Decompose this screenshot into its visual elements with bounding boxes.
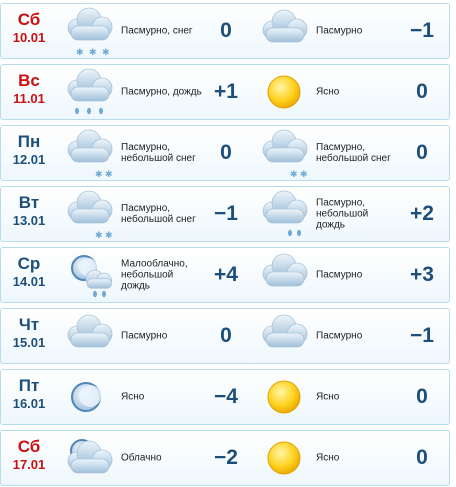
condition-label: Пасмурно, небольшой дождь — [316, 197, 369, 231]
day-of-week: Сб — [17, 437, 41, 456]
moon-cloud-rain-icon — [62, 248, 116, 302]
condition-label: Пасмурно — [121, 330, 168, 342]
condition-label: Пасмурно, небольшой снег — [121, 203, 196, 225]
forecast-row — [0, 186, 450, 242]
date-label: 13.01 — [12, 213, 46, 228]
date-cell — [3, 376, 55, 412]
condition-label: Пасмурно, небольшой снег — [316, 142, 391, 164]
moon-icon — [62, 370, 116, 424]
svg-text:✱: ✱ — [102, 47, 110, 57]
condition-label: Пасмурно, дождь — [121, 86, 202, 98]
temperature-value: 0 — [220, 324, 232, 347]
condition-label: Ясно — [316, 452, 340, 464]
forecast-row — [0, 430, 450, 486]
condition-label: Ясно — [316, 86, 340, 98]
forecast-row — [0, 64, 450, 120]
temperature-value: −1 — [410, 324, 434, 347]
forecast-row — [0, 125, 450, 181]
cloud-snow-icon — [62, 4, 116, 58]
date-label: 14.01 — [12, 274, 46, 289]
condition-label: Пасмурно — [316, 330, 363, 342]
sun-icon — [257, 370, 311, 424]
moon-cloud-icon — [62, 431, 116, 485]
svg-text:✱: ✱ — [105, 230, 113, 240]
temperature-value: 0 — [220, 19, 232, 42]
temperature-value: +1 — [214, 80, 238, 103]
svg-text:✱: ✱ — [105, 169, 113, 179]
condition-label: Пасмурно — [316, 269, 363, 281]
cloud-light-snow-icon — [62, 126, 116, 180]
svg-text:✱: ✱ — [290, 169, 298, 179]
temperature-value: +4 — [214, 263, 238, 286]
condition-label: Облачно — [121, 452, 162, 464]
temperature-value: +3 — [410, 263, 434, 286]
svg-text:✱: ✱ — [95, 169, 103, 179]
date-label: 15.01 — [12, 335, 46, 350]
condition-label: Ясно — [121, 391, 145, 403]
date-cell — [3, 254, 55, 290]
temperature-value: 0 — [220, 141, 232, 164]
temperature-value: 0 — [416, 446, 428, 469]
date-label: 17.01 — [12, 457, 46, 472]
svg-text:✱: ✱ — [95, 230, 103, 240]
temperature-value: 0 — [416, 385, 428, 408]
date-label: 11.01 — [13, 91, 45, 106]
condition-label: Пасмурно, снег — [121, 25, 193, 37]
sun-icon — [257, 65, 311, 119]
forecast-row — [0, 247, 450, 303]
date-label: 12.01 — [12, 152, 46, 167]
temperature-value: −4 — [214, 385, 238, 408]
forecast-row — [0, 3, 450, 59]
forecast-row — [0, 369, 450, 425]
day-of-week: Вс — [18, 71, 40, 90]
day-of-week: Ср — [17, 254, 41, 273]
date-label: 16.01 — [12, 396, 46, 411]
cloud-light-rain-icon — [257, 187, 311, 241]
day-of-week: Чт — [18, 315, 40, 334]
cloud-light-snow-icon — [62, 187, 116, 241]
day-of-week: Пт — [18, 376, 40, 395]
sun-icon — [257, 431, 311, 485]
temperature-value: −1 — [410, 19, 434, 42]
day-of-week: Пн — [17, 132, 41, 151]
svg-text:✱: ✱ — [300, 169, 308, 179]
cloud-icon — [257, 248, 311, 302]
date-cell — [3, 437, 55, 473]
cloud-rain-icon — [62, 65, 116, 119]
svg-text:✱: ✱ — [89, 47, 97, 57]
temperature-value: −1 — [214, 202, 238, 225]
day-of-week: Сб — [17, 10, 41, 29]
cloud-icon — [257, 4, 311, 58]
day-of-week: Вт — [18, 193, 40, 212]
cloud-light-snow-icon — [257, 126, 311, 180]
date-cell — [3, 315, 55, 351]
svg-text:✱: ✱ — [76, 47, 84, 57]
condition-label: Пасмурно, небольшой снег — [121, 142, 196, 164]
condition-label: Пасмурно — [316, 25, 363, 37]
date-cell — [3, 10, 55, 46]
date-cell — [3, 193, 55, 229]
cloud-icon — [62, 309, 116, 363]
temperature-value: 0 — [416, 141, 428, 164]
date-cell — [3, 132, 55, 168]
temperature-value: +2 — [410, 202, 434, 225]
temperature-value: −2 — [214, 446, 238, 469]
cloud-icon — [257, 309, 311, 363]
temperature-value: 0 — [416, 80, 428, 103]
date-label: 10.01 — [12, 30, 46, 45]
condition-label: Малооблачно, небольшой дождь — [121, 258, 188, 292]
date-cell — [3, 71, 55, 107]
forecast-row — [0, 308, 450, 364]
condition-label: Ясно — [316, 391, 340, 403]
